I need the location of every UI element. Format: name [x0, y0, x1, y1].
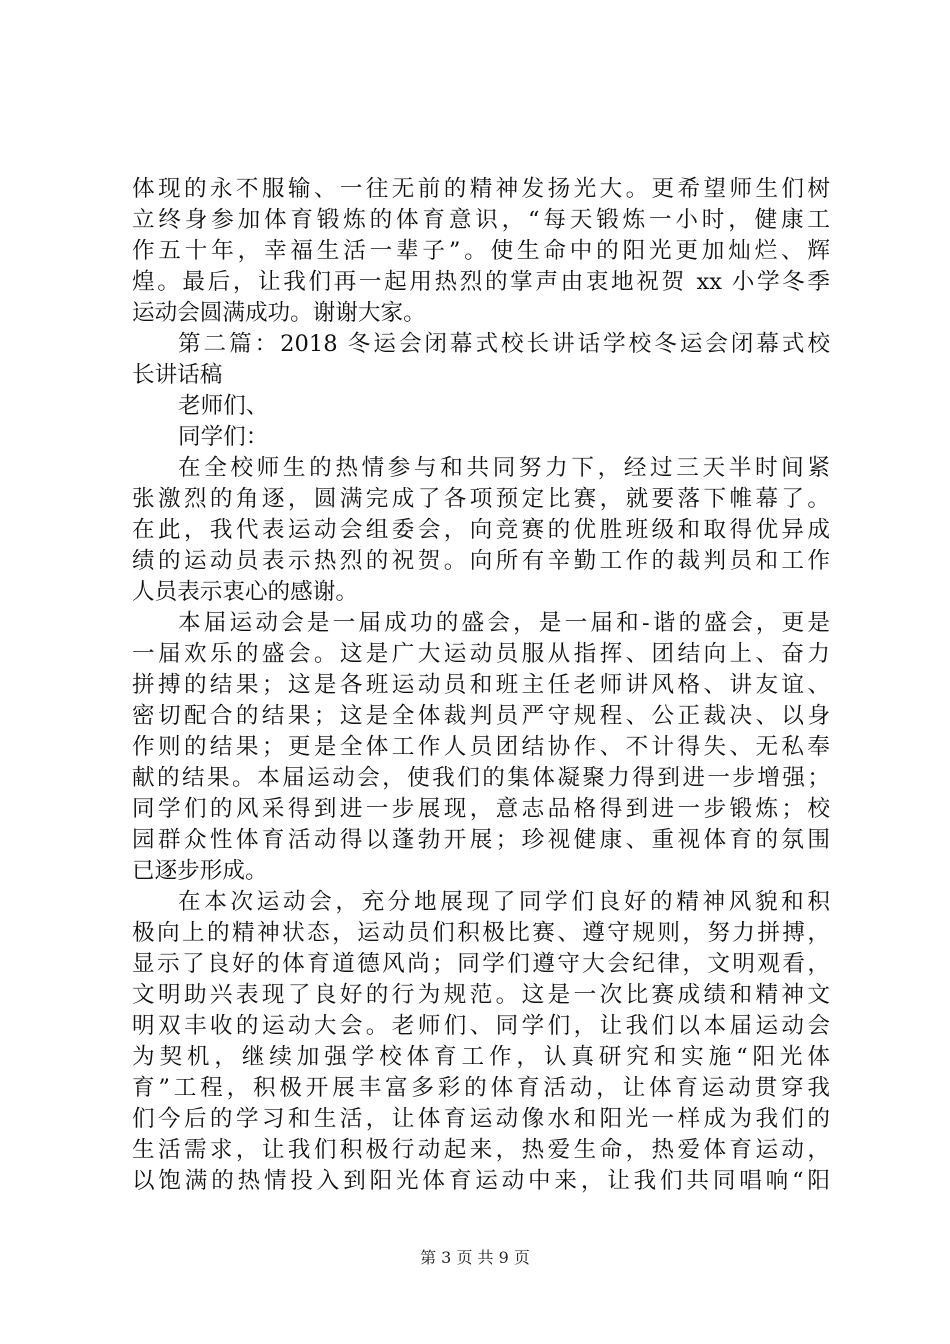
- text-line-content: 一届欢乐的盛会。这是广大运动员服从指挥、团结向上、奋力: [132, 641, 830, 667]
- text-line-content: 张激烈的角逐，圆满完成了各项预定比赛，就要落下帷幕了。: [132, 486, 830, 512]
- text-line-content: 拼搏的结果；这是各班运动员和班主任老师讲风格、讲友谊、: [132, 672, 830, 698]
- text-line: [132, 639, 830, 670]
- text-line: [132, 980, 830, 1011]
- text-line: [132, 422, 830, 453]
- text-line: [132, 1011, 830, 1042]
- text-line-content: 生活需求，让我们积极行动起来，热爱生命，热爱体育运动，: [132, 1137, 830, 1163]
- text-line-content: 园群众性体育活动得以蓬勃开展；珍视健康、重视体育的氛围: [132, 827, 830, 853]
- document-body: [132, 174, 830, 1197]
- text-line-content: 在全校师生的热情参与和共同努力下，经过三天半时间紧: [178, 455, 830, 481]
- text-line: [132, 267, 830, 298]
- text-line: [132, 174, 830, 205]
- text-line: [132, 856, 830, 887]
- text-line-content: 明双丰收的运动大会。老师们、同学们，让我们以本届运动会: [132, 1013, 830, 1039]
- text-line-content: 老师们、: [178, 393, 269, 419]
- text-line-content: 运动会圆满成功。谢谢大家。: [132, 300, 426, 326]
- text-line-content: 体现的永不服输、一往无前的精神发扬光大。更希望师生们树: [132, 176, 830, 202]
- text-line-content: 文明助兴表现了良好的行为规范。这是一次比赛成绩和精神文: [132, 982, 830, 1008]
- text-line-content: 极向上的精神状态，运动员们积极比赛、遵守规则，努力拼搏，: [132, 920, 830, 946]
- text-line: [132, 515, 830, 546]
- text-line-content: 为契机，继续加强学校体育工作，认真研究和实施“阳光体: [132, 1044, 830, 1070]
- text-line: [132, 360, 830, 391]
- text-line: [132, 1073, 830, 1104]
- text-line-content: 同学们的风采得到进一步展现，意志品格得到进一步锻炼；校: [132, 796, 830, 822]
- text-line-content: 本届运动会是一届成功的盛会，是一届和-谐的盛会，更是: [178, 610, 830, 636]
- text-line-content: 作五十年，幸福生活一辈子”。使生命中的阳光更加灿烂、辉: [132, 238, 830, 264]
- text-line: [132, 298, 830, 329]
- text-line-content: 已逐步形成。: [132, 858, 268, 884]
- text-line: [132, 701, 830, 732]
- text-line-content: 在此，我代表运动会组委会，向竞赛的优胜班级和取得优异成: [132, 517, 830, 543]
- text-line: [132, 763, 830, 794]
- text-line: [132, 670, 830, 701]
- text-line-content: 长讲话稿: [132, 362, 223, 388]
- text-line: [132, 1104, 830, 1135]
- text-line-content: 第二篇：2018 冬运会闭幕式校长讲话学校冬运会闭幕式校: [178, 331, 830, 357]
- text-line: [132, 391, 830, 422]
- text-line-content: 显示了良好的体育道德风尚；同学们遵守大会纪律，文明观看，: [132, 951, 830, 977]
- text-line: [132, 1135, 830, 1166]
- text-line-content: 煌。最后，让我们再一起用热烈的掌声由衷地祝贺 xx 小学冬季: [132, 269, 830, 295]
- text-line-content: 密切配合的结果；这是全体裁判员严守规程、公正裁决、以身: [132, 703, 830, 729]
- text-line-content: 在本次运动会，充分地展现了同学们良好的精神风貌和积: [178, 889, 830, 915]
- text-line: [132, 608, 830, 639]
- text-line-content: 献的结果。本届运动会，使我们的集体凝聚力得到进一步增强；: [132, 765, 830, 791]
- text-line: [132, 329, 830, 360]
- text-line: [132, 918, 830, 949]
- text-line: [132, 453, 830, 484]
- text-line-content: 人员表示衷心的感谢。: [132, 579, 358, 605]
- text-line: [132, 546, 830, 577]
- text-line: [132, 236, 830, 267]
- text-line-content: 以饱满的热情投入到阳光体育运动中来，让我们共同唱响“阳: [132, 1168, 830, 1194]
- text-line: [132, 1166, 830, 1197]
- text-line: [132, 887, 830, 918]
- text-line-content: 绩的运动员表示热烈的祝贺。向所有辛勤工作的裁判员和工作: [132, 548, 830, 574]
- text-line: [132, 825, 830, 856]
- text-line: [132, 794, 830, 825]
- text-line-content: 育”工程，积极开展丰富多彩的体育活动，让体育运动贯穿我: [132, 1075, 830, 1101]
- text-line: [132, 484, 830, 515]
- text-line: [132, 949, 830, 980]
- text-line: [132, 205, 830, 236]
- text-line: [132, 732, 830, 763]
- text-line: [132, 577, 830, 608]
- page-number: 第 3 页 共 9 页: [420, 1248, 530, 1267]
- text-line: [132, 1042, 830, 1073]
- text-line-content: 立终身参加体育锻炼的体育意识，“每天锻炼一小时，健康工: [132, 207, 830, 233]
- text-line-content: 同学们：: [178, 424, 269, 450]
- text-line-content: 作则的结果；更是全体工作人员团结协作、不计得失、无私奉: [132, 734, 830, 760]
- text-line-content: 们今后的学习和生活，让体育运动像水和阳光一样成为我们的: [132, 1106, 830, 1132]
